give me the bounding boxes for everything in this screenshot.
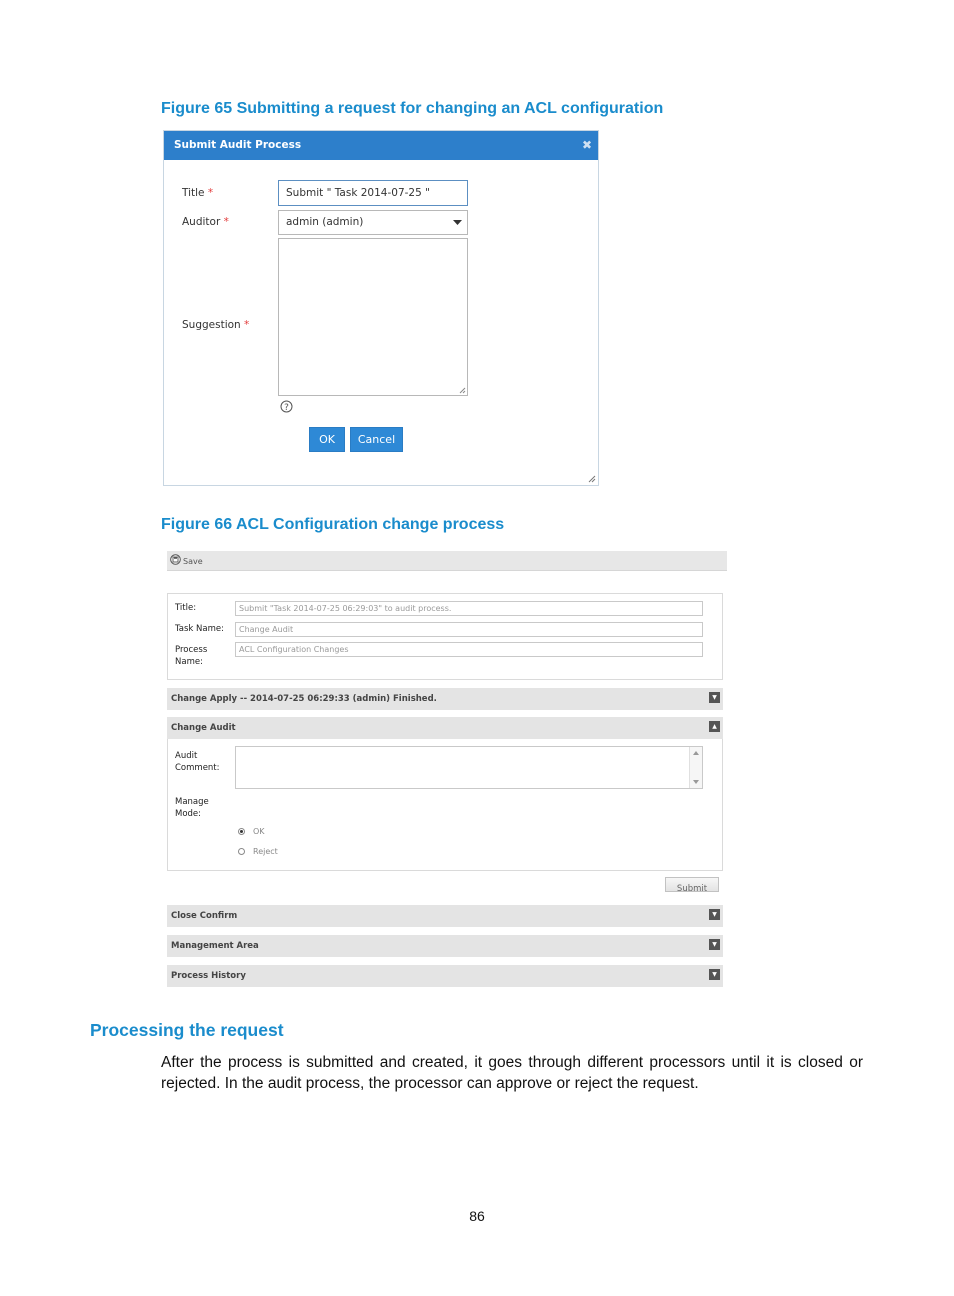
collapse-icon[interactable]: ▼ (709, 969, 720, 980)
auditor-label: Auditor * (182, 216, 229, 228)
process-name-field[interactable]: ACL Configuration Changes (235, 642, 703, 657)
management-area-bar-label: Management Area (171, 941, 259, 951)
radio-reject[interactable] (238, 847, 298, 857)
radio-ok-circle[interactable] (238, 828, 245, 835)
management-area-bar[interactable] (167, 935, 723, 957)
radio-ok[interactable] (238, 827, 298, 837)
auditor-select[interactable] (278, 210, 468, 235)
process-history-bar[interactable] (167, 965, 723, 987)
svg-text:?: ? (284, 403, 289, 413)
textarea-scrollbar[interactable] (689, 747, 702, 788)
suggestion-label: Suggestion * (182, 319, 250, 331)
section-paragraph: After the process is submitted and created, it goes through different processors until it is closed or rejected. In the audit process, the processor can approve or reject the request. (161, 1054, 863, 1092)
scroll-up-icon[interactable] (693, 751, 699, 755)
submit-button[interactable]: Submit (665, 877, 719, 892)
collapse-icon[interactable]: ▼ (709, 939, 720, 950)
collapse-icon[interactable]: ▼ (709, 909, 720, 920)
scroll-down-icon[interactable] (693, 780, 699, 784)
dialog-resize-icon[interactable] (588, 475, 596, 483)
save-label: Save (183, 557, 203, 566)
collapse-icon[interactable]: ▼ (709, 692, 720, 703)
change-audit-panel (167, 739, 723, 871)
auditor-selected-value: admin (admin) (286, 216, 364, 228)
change-audit-bar[interactable] (167, 717, 723, 739)
close-confirm-bar[interactable] (167, 905, 723, 927)
change-audit-bar-label: Change Audit (171, 723, 236, 733)
process-info-panel (167, 593, 723, 680)
save-icon (170, 554, 181, 565)
process-name-label: Process Name: (175, 645, 208, 667)
dialog-title: Submit Audit Process (174, 139, 302, 151)
collapse-icon[interactable]: ▲ (709, 721, 720, 732)
submit-audit-dialog (163, 130, 599, 486)
radio-reject-circle[interactable] (238, 848, 245, 855)
help-icon[interactable] (280, 400, 293, 413)
task-name-label: Task Name: (175, 624, 224, 634)
radio-reject-label: Reject (253, 847, 278, 856)
figure-65-caption: Figure 65 Submitting a request for changing an ACL configuration (161, 100, 664, 117)
figure-66-caption: Figure 66 ACL Configuration change process (161, 516, 505, 533)
chevron-down-icon (453, 220, 462, 226)
process-history-bar-label: Process History (171, 971, 246, 981)
task-name-field[interactable]: Change Audit (235, 622, 703, 637)
title-label: Title * (182, 187, 214, 199)
radio-ok-label: OK (253, 827, 265, 836)
ok-button[interactable]: OK (309, 427, 345, 452)
change-apply-bar[interactable] (167, 688, 723, 710)
title-label: Title: (175, 603, 197, 613)
manage-mode-label: Manage Mode: (175, 797, 209, 819)
toolbar (167, 551, 727, 571)
title-field[interactable]: Submit "Task 2014-07-25 06:29:03" to audit process. (235, 601, 703, 616)
dialog-title-bar (164, 131, 598, 160)
suggestion-textarea[interactable] (278, 238, 468, 396)
title-input[interactable]: Submit " Task 2014-07-25 " (278, 180, 468, 206)
change-apply-bar-label: Change Apply -- 2014-07-25 06:29:33 (admin) Finished. (171, 694, 437, 704)
close-icon[interactable]: ✖ (581, 138, 592, 152)
cancel-button[interactable]: Cancel (350, 427, 403, 452)
resize-grip-icon[interactable] (459, 387, 466, 394)
audit-comment-label: Audit Comment: (175, 751, 220, 773)
section-heading: Processing the request (90, 1020, 284, 1040)
audit-comment-textarea[interactable] (235, 746, 703, 789)
close-confirm-bar-label: Close Confirm (171, 911, 238, 921)
page-number: 86 (469, 1208, 485, 1224)
